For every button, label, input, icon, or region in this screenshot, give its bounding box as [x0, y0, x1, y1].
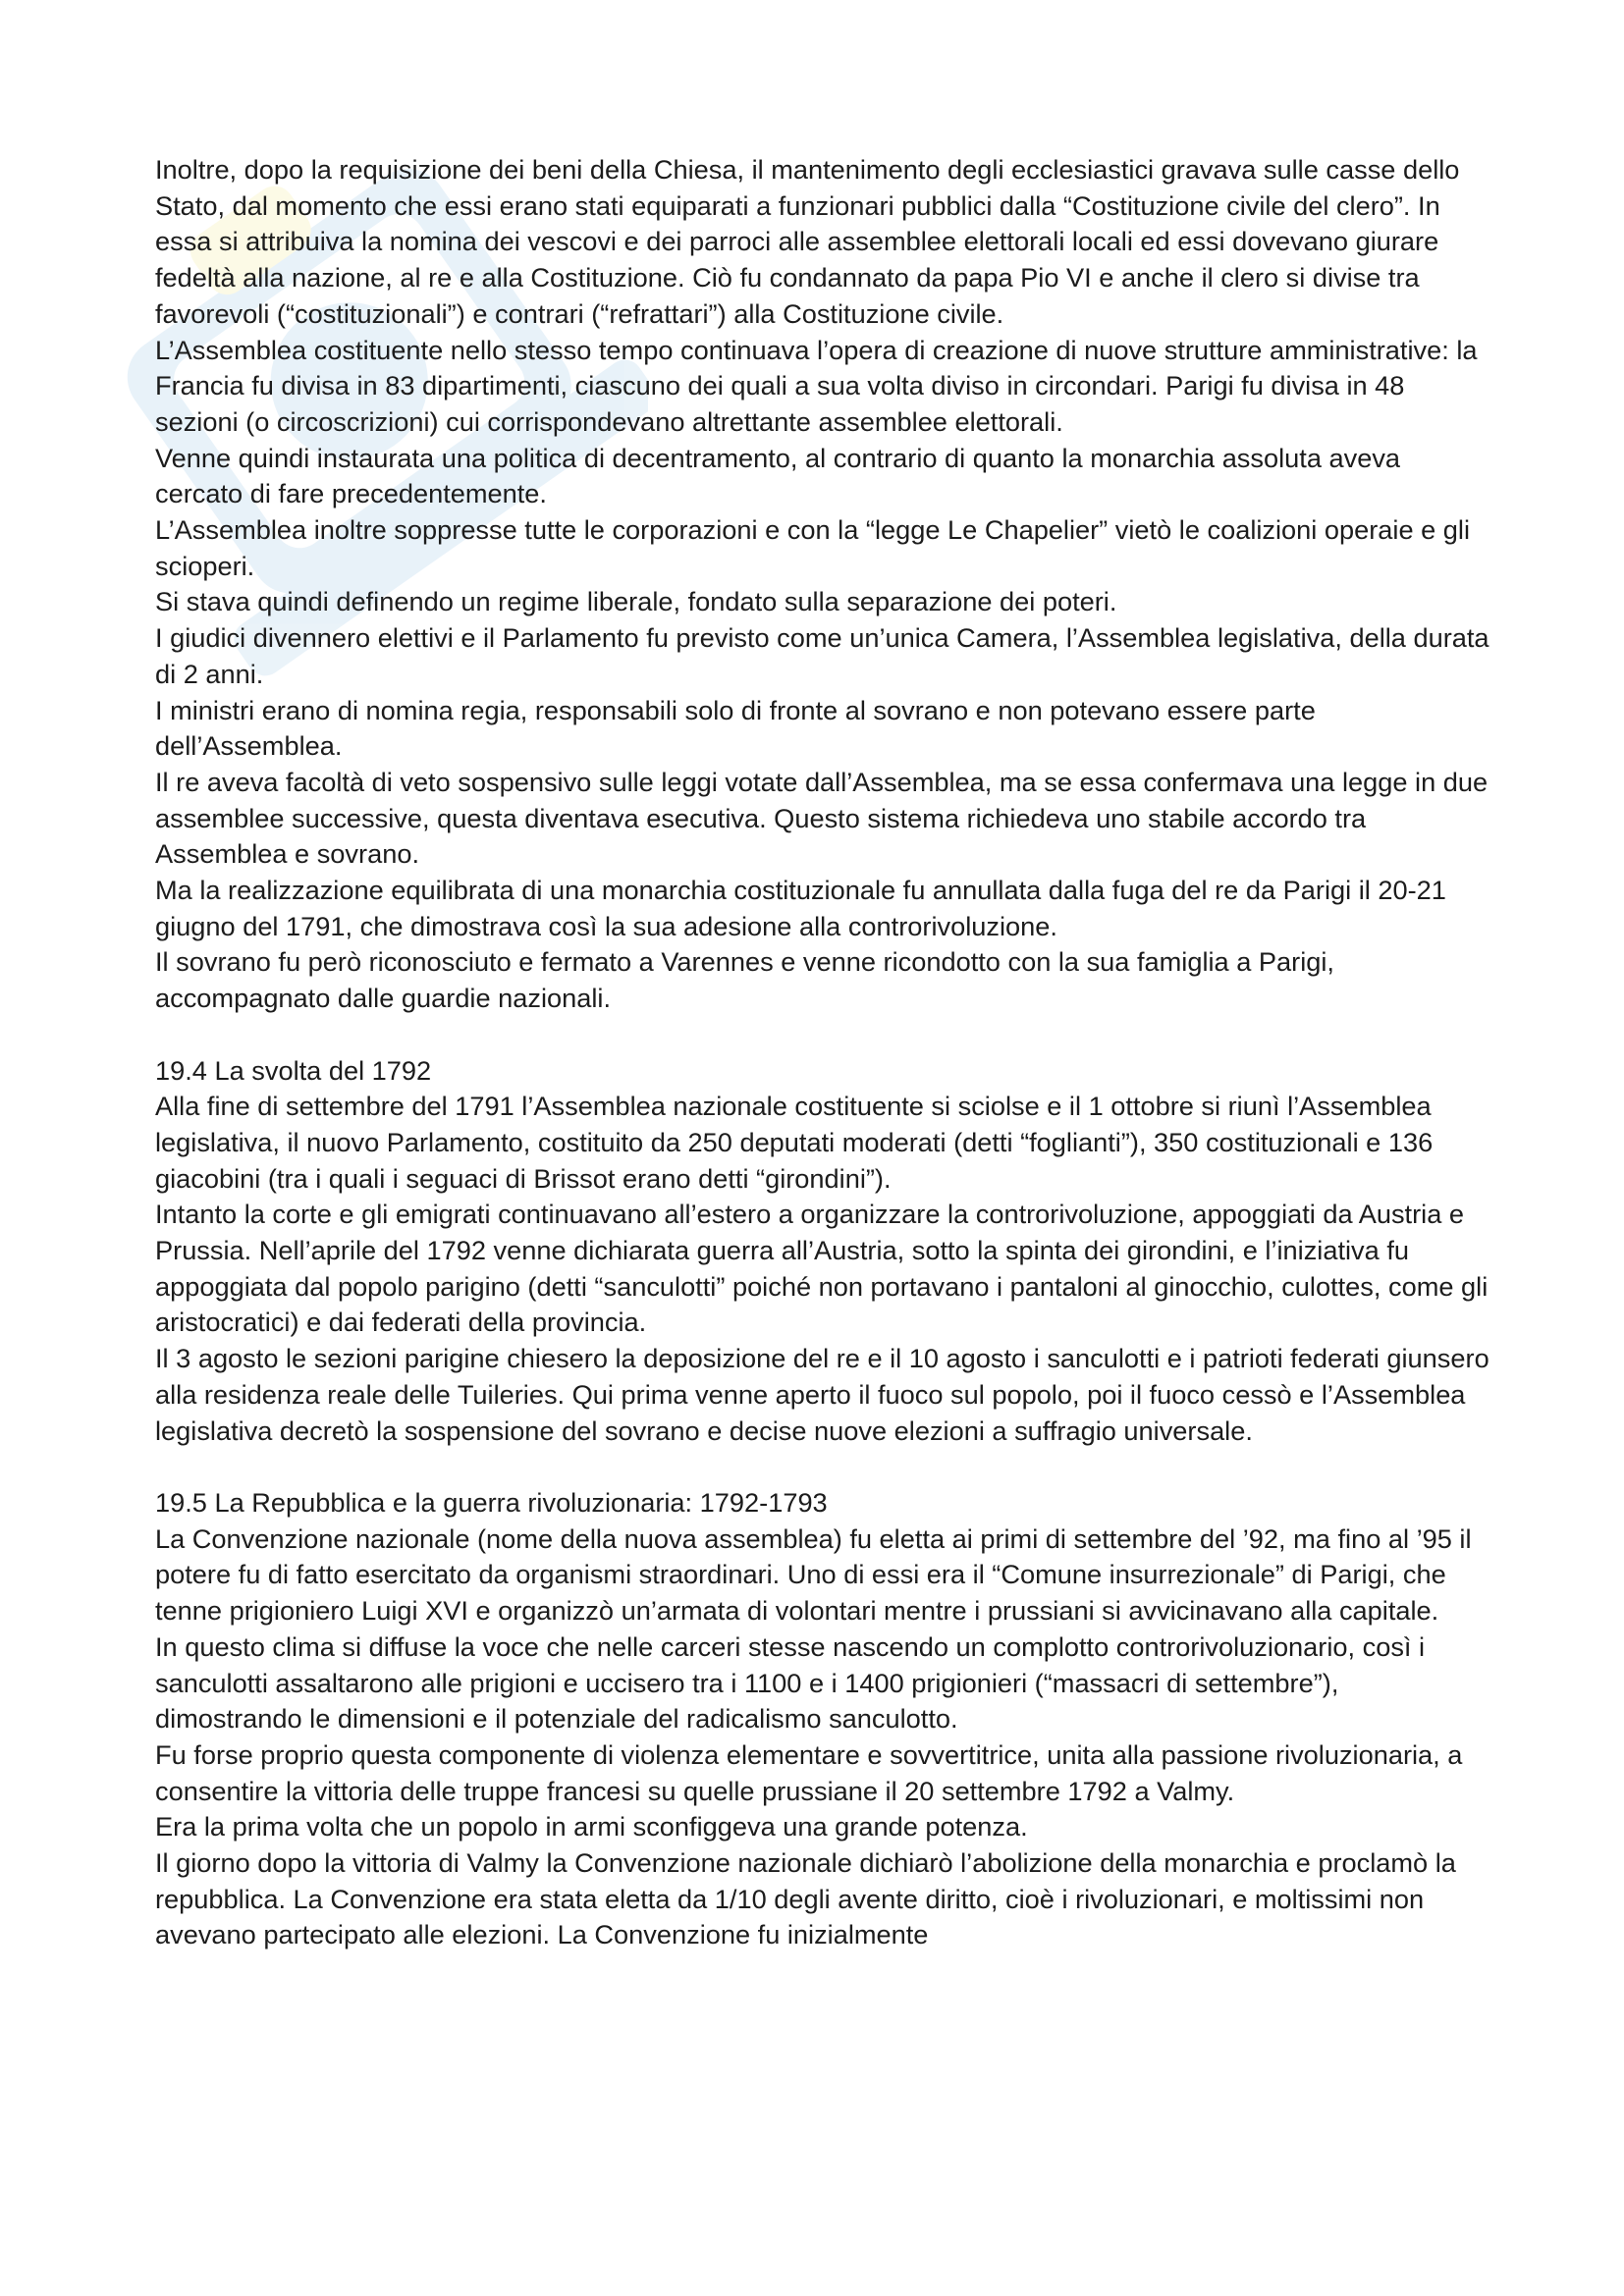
- paragraph-valmy: Fu forse proprio questa componente di violenza elementare e sovvertitrice, unita alla passione rivoluzionaria, a consentire la vittoria delle truppe francesi su quelle prussiane il 20 settembre 1792 a Valmy.: [155, 1738, 1463, 1806]
- paragraph-10-agosto: Il 3 agosto le sezioni parigine chiesero la deposizione del re e il 10 agosto i sanculotti e i patrioti federati giunsero alla residenza reale delle Tuileries. Qui prima venne aperto il fuoco sul popolo, poi il fuoco cessò e l’Assemblea legislativa decretò la sospensione del sovrano e decise nuove elezioni a suffragio universale.: [155, 1343, 1489, 1446]
- paragraph-ministri: I ministri erano di nomina regia, responsabili solo di fronte al sovrano e non potevano essere parte dell’Assemblea.: [155, 694, 1316, 762]
- paragraph-strutture-amministrative: L’Assemblea costituente nello stesso tempo continuava l’opera di creazione di nuove strutture amministrative: la Francia fu divisa in 83 dipartimenti, ciascuno dei quali a sua volta diviso in circondari. Parigi fu divisa in 48 sezioni (o circoscrizioni) cui corrispondevano altrettante assemblee elettorali.: [155, 334, 1478, 437]
- paragraph-clero: Inoltre, dopo la requisizione dei beni della Chiesa, il mantenimento degli ecclesiastici gravava sulle casse dello Stato, dal momento che essi erano stati equiparati a funzionari pubblici dalla “Costituzione civile del clero”. In essa si attribuiva la nomina dei vescovi e dei parroci alle assemblee elettorali locali ed essi dovevano giurare fedeltà alla nazione, al re e alla Costituzione. Ciò fu condannato da papa Pio VI e anche il clero si divise tra favorevoli (“costituzionali”) e contrari (“refrattari”) alla Costituzione civile.: [155, 154, 1460, 329]
- paragraph-popolo-in-armi: Era la prima volta che un popolo in armi sconfiggeva una grande potenza.: [155, 1811, 1028, 1842]
- paragraph-le-chapelier: L’Assemblea inoltre soppresse tutte le corporazioni e con la “legge Le Chapelier” vietò le coalizioni operaie e gli scioperi.: [155, 514, 1470, 581]
- paragraph-giudici: I giudici divennero elettivi e il Parlamento fu previsto come un’unica Camera, l’Assemblea legislativa, della durata di 2 anni.: [155, 622, 1489, 689]
- paragraph-repubblica: Il giorno dopo la vittoria di Valmy la Convenzione nazionale dichiarò l’abolizione della monarchia e proclamò la repubblica. La Convenzione era stata eletta da 1/10 degli avente diritto, cioè i rivoluzionari, e moltissimi non avevano partecipato alle elezioni. La Convenzione fu inizialmente: [155, 1847, 1456, 1950]
- paragraph-varennes: Il sovrano fu però riconosciuto e fermato a Varennes e venne ricondotto con la sua famiglia a Parigi, accompagnato dalle guardie nazionali.: [155, 946, 1334, 1014]
- paragraph-fuga-del-re: Ma la realizzazione equilibrata di una monarchia costituzionale fu annullata dalla fuga del re da Parigi il 20-21 giugno del 1791, che dimostrava così la sua adesione alla controrivoluzione.: [155, 875, 1446, 941]
- paragraph-guerra-austria: Intanto la corte e gli emigrati continuavano all’estero a organizzare la controrivoluzione, appoggiati da Austria e Prussia. Nell’aprile del 1792 venne dichiarata guerra all’Austria, sotto la spinta dei girondini, e l’iniziativa fu appoggiata dal popolo parigino (detti “sanculotti” poiché non portavano i pantaloni al ginocchio, culottes, come gli aristocratici) e dai federati della provincia.: [155, 1199, 1489, 1338]
- paragraph-convenzione: La Convenzione nazionale (nome della nuova assemblea) fu eletta ai primi di settembre del ’92, ma fino al ’95 il potere fu di fatto esercitato da organismi straordinari. Uno di essi era il “Comune insurrezionale” di Parigi, che tenne prigioniero Luigi XVI e organizzò un’armata di volontari mentre i prussiani si avvicinavano alla capitale.: [155, 1522, 1472, 1627]
- paragraph-veto: Il re aveva facoltà di veto sospensivo sulle leggi votate dall’Assemblea, ma se essa confermava una legge in due assemblee successive, questa diventava esecutiva. Questo sistema richiedeva uno stabile accordo tra Assemblea e sovrano.: [155, 766, 1489, 870]
- paragraph-assemblea-legislativa: Alla fine di settembre del 1791 l’Assemblea nazionale costituente si sciolse e il 1 ottobre si riunì l’Assemblea legislativa, il nuovo Parlamento, costituito da 250 deputati moderati (detti “foglianti”), 350 costituzionali e 136 giacobini (tra i quali i seguaci di Brissot erano detti “girondini”).: [155, 1091, 1434, 1194]
- section-heading-svolta-1792: 19.4 La svolta del 1792: [155, 1054, 432, 1086]
- paragraph-regime-liberale: Si stava quindi definendo un regime liberale, fondato sulla separazione dei poteri.: [155, 586, 1117, 617]
- document-body: [155, 152, 1490, 1953]
- paragraph-massacri-settembre: In questo clima si diffuse la voce che nelle carceri stesse nascendo un complotto controrivoluzionario, così i sanculotti assaltarono alle prigioni e uccisero tra i 1100 e i 1400 prigionieri (“massacri di settembre”), dimostrando le dimensioni e il potenziale del radicalismo sanculotto.: [155, 1630, 1426, 1735]
- paragraph-decentramento: Venne quindi instaurata una politica di decentramento, al contrario di quanto la monarchia assoluta aveva cercato di fare precedentemente.: [155, 442, 1401, 509]
- section-heading-repubblica: 19.5 La Repubblica e la guerra rivoluzionaria: 1792-1793: [155, 1486, 828, 1518]
